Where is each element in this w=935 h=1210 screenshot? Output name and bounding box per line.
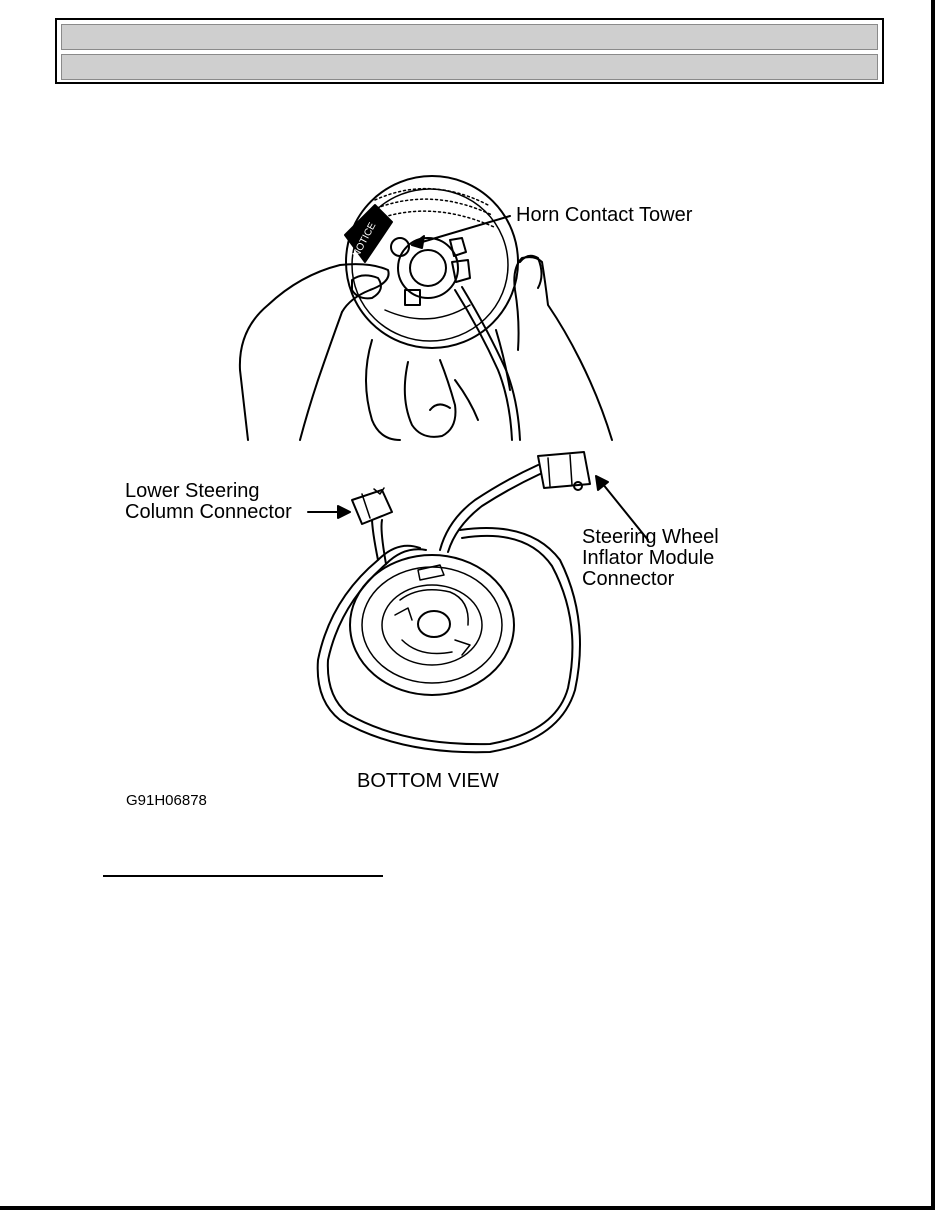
label-lower-steering-line2: Column Connector	[125, 501, 292, 523]
label-lower-steering-line1: Lower Steering	[125, 480, 260, 502]
label-inflator-line2: Inflator Module	[582, 547, 715, 569]
label-inflator-line1: Steering Wheel	[582, 526, 719, 548]
label-inflator-line3: Connector	[582, 568, 675, 590]
notice-stamp-text: NOTICE	[350, 220, 379, 260]
figure-caption-bottom-view: BOTTOM VIEW	[357, 770, 499, 792]
bottom-view-clockspring	[308, 452, 648, 752]
figure-id: G91H06878	[126, 792, 207, 809]
label-horn-contact-tower: Horn Contact Tower	[516, 204, 693, 226]
section-divider	[103, 875, 383, 877]
